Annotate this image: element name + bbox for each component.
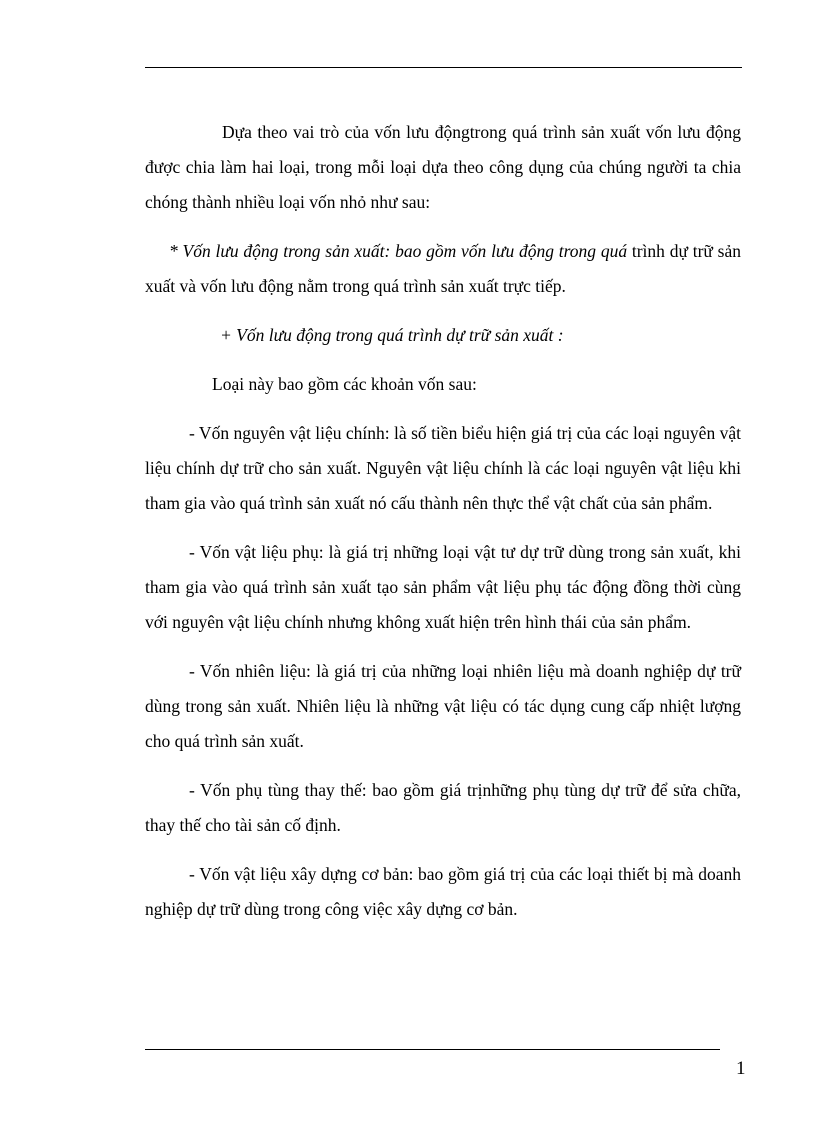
list-item: - Vốn vật liệu xây dựng cơ bản: bao gồm giá trị của các loại thiết bị mà doanh nghiệp dự trữ dùng trong công việc xây dựng cơ bản. (145, 864, 741, 919)
document-body (145, 115, 741, 941)
intro-paragraph: Dựa theo vai trò của vốn lưu độngtrong quá trình sản xuất vốn lưu động được chia làm hai loại, trong mỗi loại dựa theo công dụng của chúng người ta chia chóng thành nhiều loại vốn nhỏ như sau: (145, 122, 741, 212)
list-item: - Vốn phụ tùng thay thế: bao gồm giá trịnhững phụ tùng dự trữ để sửa chữa, thay thế cho tài sản cố định. (145, 780, 741, 835)
page-number: 1 (736, 1058, 746, 1079)
section-star-paragraph (145, 234, 741, 304)
section-star-italic: * Vốn lưu động trong sản xuất: bao gồm vốn lưu động trong quá (169, 241, 628, 261)
header-rule (145, 67, 742, 68)
lead-paragraph: Loại này bao gồm các khoản vốn sau: (212, 374, 477, 394)
list-item: - Vốn vật liệu phụ: là giá trị những loại vật tư dự trữ dùng trong sản xuất, khi tham gia vào quá trình sản xuất tạo sản phẩm vật liệu phụ tác động đồng thời cùng với nguyên vật liệu chính nhưng không xuất hiện trên hình thái của sản phẩm. (145, 542, 741, 632)
list-item: - Vốn nguyên vật liệu chính: là số tiền biểu hiện giá trị của các loại nguyên vật liệu chính dự trữ cho sản xuất. Nguyên vật liệu chính là các loại nguyên vật liệu khi tham gia vào quá trình sản xuất nó cấu thành nên thực thể vật chất của sản phẩm. (145, 423, 741, 513)
sub-heading: + Vốn lưu động trong quá trình dự trữ sản xuất : (220, 325, 564, 345)
list-item: - Vốn nhiên liệu: là giá trị của những loại nhiên liệu mà doanh nghiệp dự trữ dùng trong sản xuất. Nhiên liệu là những vật liệu có tác dụng cung cấp nhiệt lượng cho quá trình sản xuất. (145, 661, 741, 751)
footer-rule (145, 1049, 720, 1050)
section-star-rest: trình dự trữ sản xuất và vốn lưu động nằm trong quá trình sản xuất trực tiếp. (145, 241, 741, 296)
